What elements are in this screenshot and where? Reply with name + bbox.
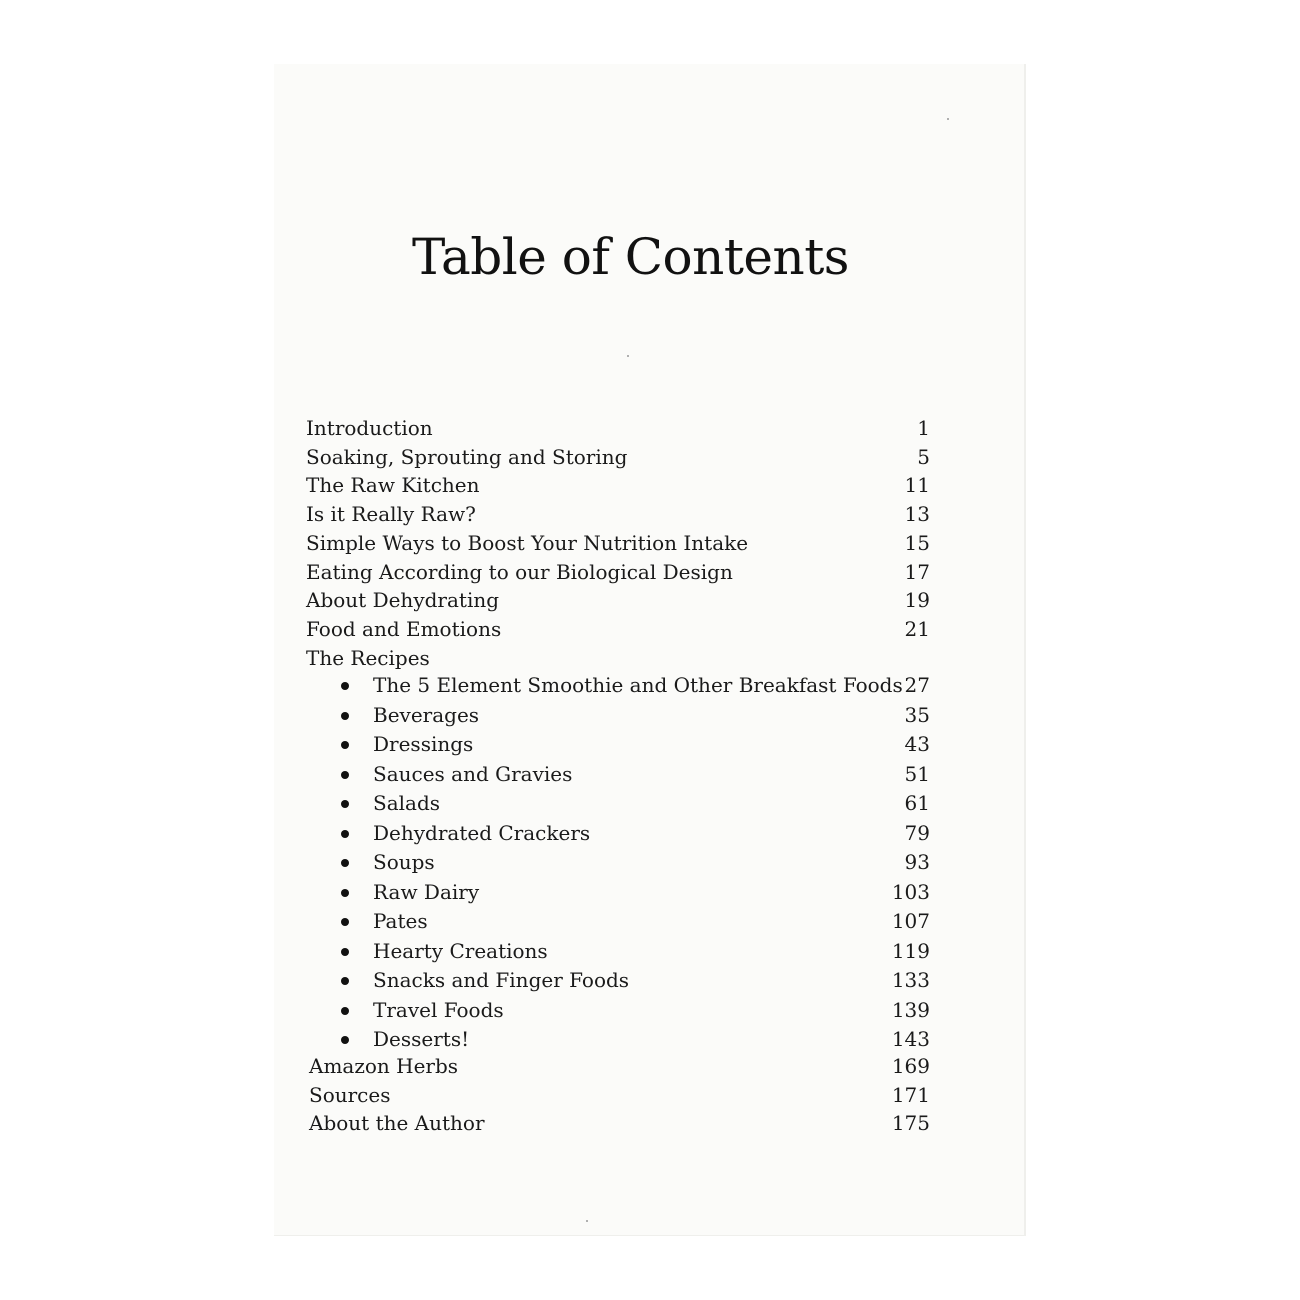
- toc-entry-label: Simple Ways to Boost Your Nutrition Intake: [306, 530, 749, 555]
- toc-page-number: 15: [904, 530, 930, 555]
- recipe-section-label: Hearty Creations: [373, 938, 548, 963]
- toc-entry-label: About the Author: [309, 1111, 485, 1135]
- toc-page-number: 119: [891, 938, 930, 963]
- toc-page-number: 51: [904, 761, 930, 786]
- recipe-section-label: Salads: [373, 791, 441, 815]
- toc-page-number: 169: [891, 1054, 930, 1078]
- toc-page-number: 43: [904, 732, 930, 756]
- toc-entry-label: Amazon Herbs: [309, 1054, 459, 1078]
- recipe-section-label: Soups: [373, 850, 435, 874]
- toc-entry-label: About Dehydrating: [306, 588, 500, 613]
- bullet-icon: [341, 918, 349, 926]
- toc-page-number: 21: [904, 616, 930, 641]
- toc-page-number: 27: [904, 673, 930, 697]
- toc-entry-label: Introduction: [306, 416, 433, 440]
- bullet-icon: [341, 771, 349, 779]
- toc-page-number: 79: [904, 820, 930, 845]
- toc-page-number: 61: [904, 791, 930, 815]
- recipe-section-label: Sauces and Gravies: [373, 761, 573, 786]
- paper-speck: [586, 1220, 588, 1222]
- toc-entry-label: Is it Really Raw?: [306, 502, 476, 527]
- bullet-icon: [341, 948, 349, 956]
- bullet-icon: [341, 800, 349, 808]
- page-title: Table of Contents: [412, 228, 849, 286]
- toc-entry-label: The Raw Kitchen: [306, 473, 480, 498]
- toc-page-number: 103: [891, 879, 930, 904]
- recipe-section-label: Dressings: [373, 732, 474, 756]
- toc-entry-label: Food and Emotions: [306, 616, 502, 641]
- recipe-section-label: Dehydrated Crackers: [373, 820, 591, 845]
- bullet-icon: [341, 712, 349, 720]
- toc-page-number: 93: [904, 850, 930, 874]
- toc-page-number: 171: [891, 1082, 930, 1107]
- bullet-icon: [341, 830, 349, 838]
- toc-entry-label: Eating According to our Biological Design: [306, 559, 733, 584]
- bullet-icon: [341, 859, 349, 867]
- toc-page-number: 5: [917, 444, 930, 469]
- bullet-icon: [341, 682, 349, 690]
- toc-page-number: 13: [904, 502, 930, 527]
- toc-entry-label: The Recipes: [306, 645, 430, 670]
- toc-entry-label: Soaking, Sprouting and Storing: [306, 444, 628, 469]
- bullet-icon: [341, 741, 349, 749]
- recipe-section-label: Desserts!: [373, 1027, 470, 1051]
- toc-page-number: 139: [891, 997, 930, 1022]
- bullet-icon: [341, 977, 349, 985]
- bullet-icon: [341, 889, 349, 897]
- bullet-icon: [341, 1036, 349, 1044]
- toc-page-number: 107: [891, 909, 930, 933]
- toc-entry-label: Sources: [309, 1082, 391, 1107]
- recipe-section-label: Travel Foods: [373, 997, 504, 1022]
- paper-speck: [627, 355, 629, 357]
- paper-speck: [947, 118, 949, 120]
- toc-page-number: 35: [904, 702, 930, 727]
- toc-page-number: 1: [917, 416, 930, 440]
- toc-page-number: 19: [904, 588, 930, 613]
- recipe-section-label: Pates: [373, 909, 428, 933]
- recipe-section-label: Raw Dairy: [373, 879, 480, 904]
- recipe-section-label: Beverages: [373, 702, 480, 727]
- toc-page-number: 143: [891, 1027, 930, 1051]
- recipe-section-label: Snacks and Finger Foods: [373, 968, 630, 992]
- bullet-icon: [341, 1007, 349, 1015]
- toc-page-number: 133: [891, 968, 930, 992]
- toc-page-number: 17: [904, 559, 930, 584]
- toc-page-number: 11: [904, 473, 930, 498]
- recipe-section-label: The 5 Element Smoothie and Other Breakfast Foods: [373, 673, 903, 697]
- toc-page-number: 175: [891, 1111, 930, 1135]
